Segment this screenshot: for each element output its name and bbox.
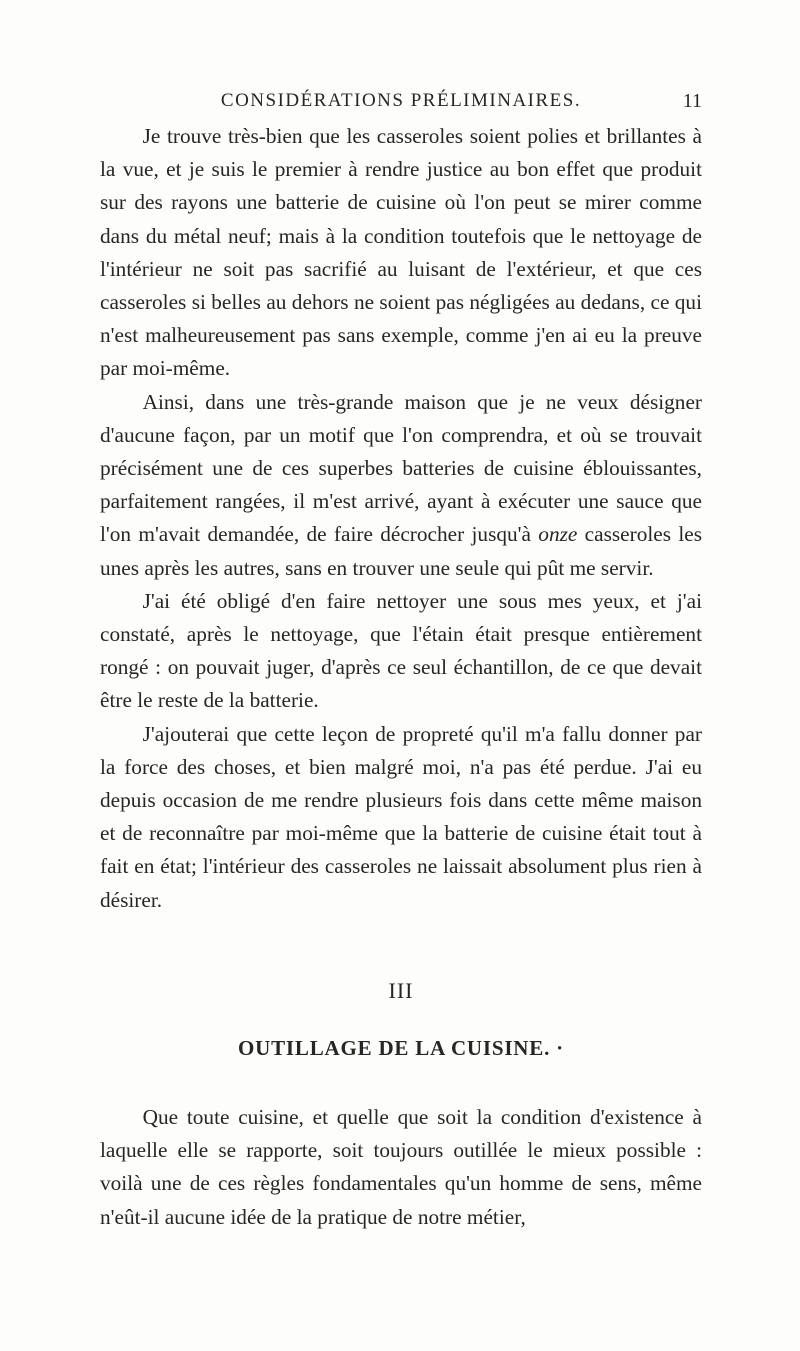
paragraph-1: Je trouve très-bien que les casseroles soient polies et brillantes à la vue, et je suis le premier à rendre justice au bon effet que produit sur des rayons une batterie de cuisine où l'on peut se mirer comme dans du métal neuf; mais à la condition toutefois que le nettoyage de l'intérieur ne soit pas sacrifié au luisant de l'extérieur, et que ces casseroles si belles au dehors ne soient pas négligées au dedans, ce qui n'est malheureusement pas sans exemple, comme j'en ai eu la preuve par moi-même. [100,124,702,381]
paragraph-2-start: Ainsi, dans une très-grande maison que je ne veux désigner d'aucune façon, par un motif que l'on comprendra, et où se trouvait précisément une de ces superbes batteries de cuisine éblouissantes, parfaitement rangées, il m'est arrivé, ayant à exécuter une sauce que l'on m'avait demandée, de faire décrocher jusqu'à [100,389,702,547]
section-number: III [388,978,414,1003]
running-head [100,86,702,116]
paragraph-3: J'ai été obligé d'en faire nettoyer une sous mes yeux, et j'ai constaté, après le nettoyage, que l'étain était presque entièrement rongé : on pouvait juger, d'après ce seul échantillon, de ce que devait être le reste de la batterie. [100,588,702,713]
section-title: OUTILLAGE DE LA CUISINE. · [238,1036,564,1060]
running-title: CONSIDÉRATIONS PRÉLIMINAIRES. [220,90,582,111]
section-body [100,1101,702,1234]
page-number: 11 [682,90,702,112]
body-text [100,120,702,917]
paragraph-4: J'ajouterai que cette leçon de propreté qu'il m'a fallu donner par la force des choses, et bien malgré moi, n'a pas été perdue. J'ai eu depuis occasion de me rendre plusieurs fois dans cette même maison et de reconnaître par moi-même que la batterie de cuisine était tout à fait en état; l'intérieur des casseroles ne laissait absolument plus rien à désirer. [100,721,702,912]
paragraph-2-end: casseroles les unes après les autres, sans en trouver une seule qui pût me servir. [100,522,702,580]
emphasis-onze: onze [538,522,578,547]
paragraph-2 [100,386,702,585]
section-paragraph-1: Que toute cuisine, et quelle que soit la condition d'existence à laquelle elle se rapporte, soit toujours outillée le mieux possible : voilà une de ces règles fondamentales qu'un homme de sens, même n'eût-il aucune idée de la pratique de notre métier, [100,1105,702,1229]
